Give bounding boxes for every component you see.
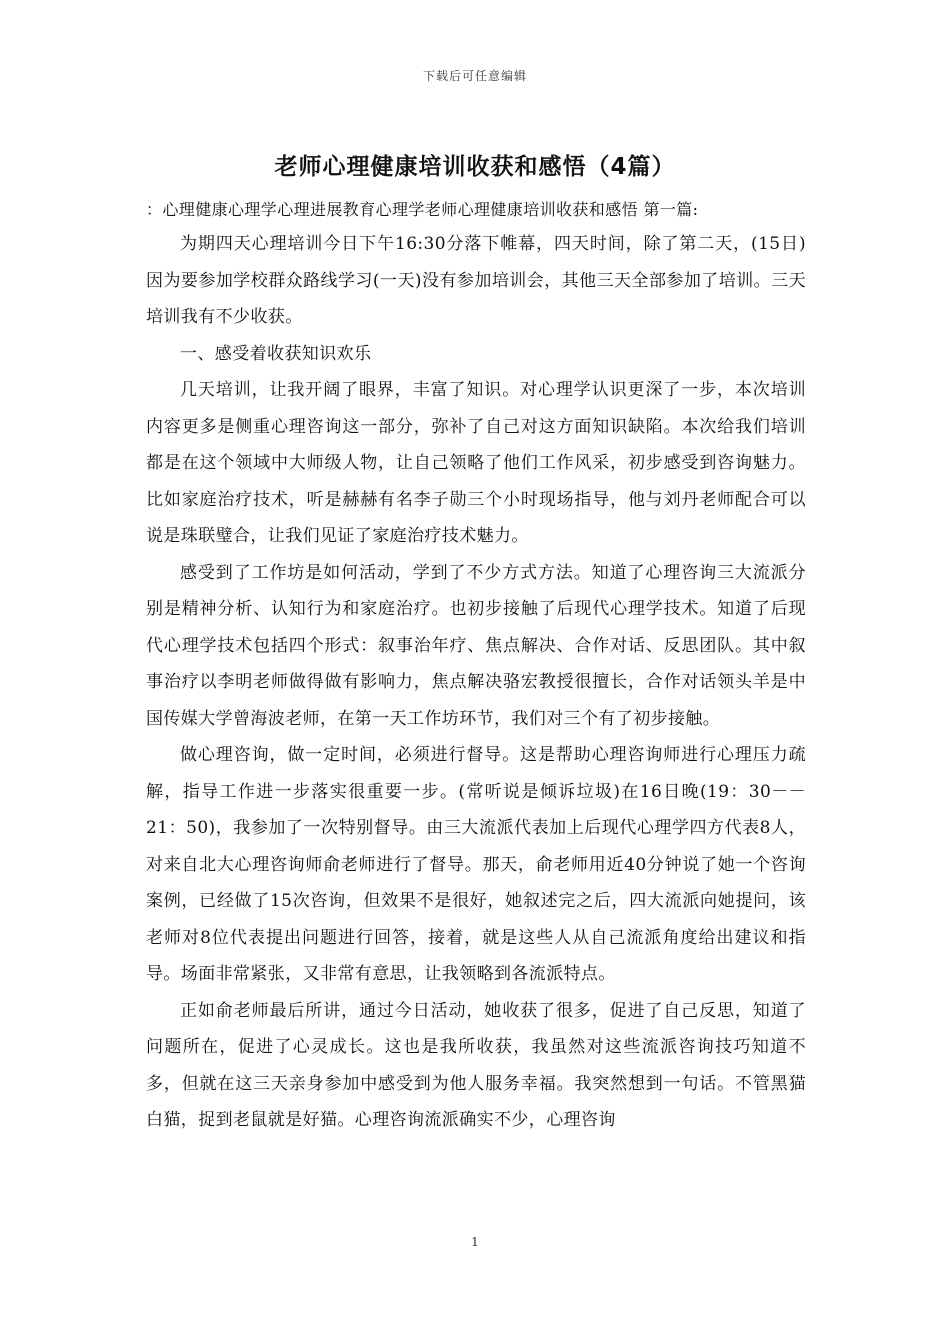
page-number: 1 (471, 1235, 479, 1249)
intro-line: ：心理健康心理学心理进展教育心理学老师心理健康培训收获和感悟 第一篇: (146, 200, 699, 219)
paragraph-opening: 为期四天心理培训今日下午16:30分落下帷幕，四天时间，除了第二天，(15日)因为要参加学校群众路线学习(一天)没有参加培训会，其他三天全部参加了培训。三天培训我有不少收获。 (146, 234, 806, 327)
paragraph-supervision: 做心理咨询，做一定时间，必须进行督导。这是帮助心理咨询师进行心理压力疏解，指导工作进一步落实很重要一步。(常听说是倾诉垃圾)在16日晚(19：30－－21：50)，我参加了一次特别督导。由三大流派代表加上后现代心理学四方代表8人，对来自北大心理咨询师俞老师进行了督导。那天，俞老师用近40分钟说了她一个咨询案例，已经做了15次咨询，但效果不是很好，她叙述完之后，四大流派向她提问，该老师对8位代表提出问题进行回答，接着，就是这些人从自己流派角度给出建议和指导。场面非常紧张，又非常有意思，让我领略到各流派特点。 (146, 745, 806, 984)
page-header-note: 下载后可任意编辑 (422, 69, 527, 83)
paragraph-reflection: 正如俞老师最后所讲，通过今日活动，她收获了很多，促进了自己反思，知道了问题所在，促进了心灵成长。这也是我所收获，我虽然对这些流派咨询技巧知道不多，但就在这三天亲身参加中感受到为他人服务幸福。我突然想到一句话。不管黑猫白猫，捉到老鼠就是好猫。心理咨询流派确实不少，心理咨询 (146, 1000, 806, 1130)
section-heading-one: 一、感受着收获知识欢乐 (180, 343, 372, 364)
paragraph-knowledge: 几天培训，让我开阔了眼界，丰富了知识。对心理学认识更深了一步，本次培训内容更多是侧重心理咨询这一部分，弥补了自己对这方面知识缺陷。本次给我们培训都是在这个领域中大师级人物，让自己领略了他们工作风采，初步感受到咨询魅力。比如家庭治疗技术，听是赫赫有名李子勋三个小时现场指导，他与刘丹老师配合可以说是珠联璧合，让我们见证了家庭治疗技术魅力。 (146, 380, 806, 546)
document-title: 老师心理健康培训收获和感悟（4篇） (274, 154, 676, 180)
document-body (146, 196, 806, 1139)
paragraph-workshop: 感受到了工作坊是如何活动，学到了不少方式方法。知道了心理咨询三大流派分别是精神分析、认知行为和家庭治疗。也初步接触了后现代心理学技术。知道了后现代心理学技术包括四个形式：叙事治年疗、焦点解决、合作对话、反思团队。其中叙事治疗以李明老师做得做有影响力，焦点解决骆宏教授很擅长，合作对话领头羊是中国传媒大学曾海波老师，在第一天工作坊环节，我们对三个有了初步接触。 (146, 562, 806, 729)
